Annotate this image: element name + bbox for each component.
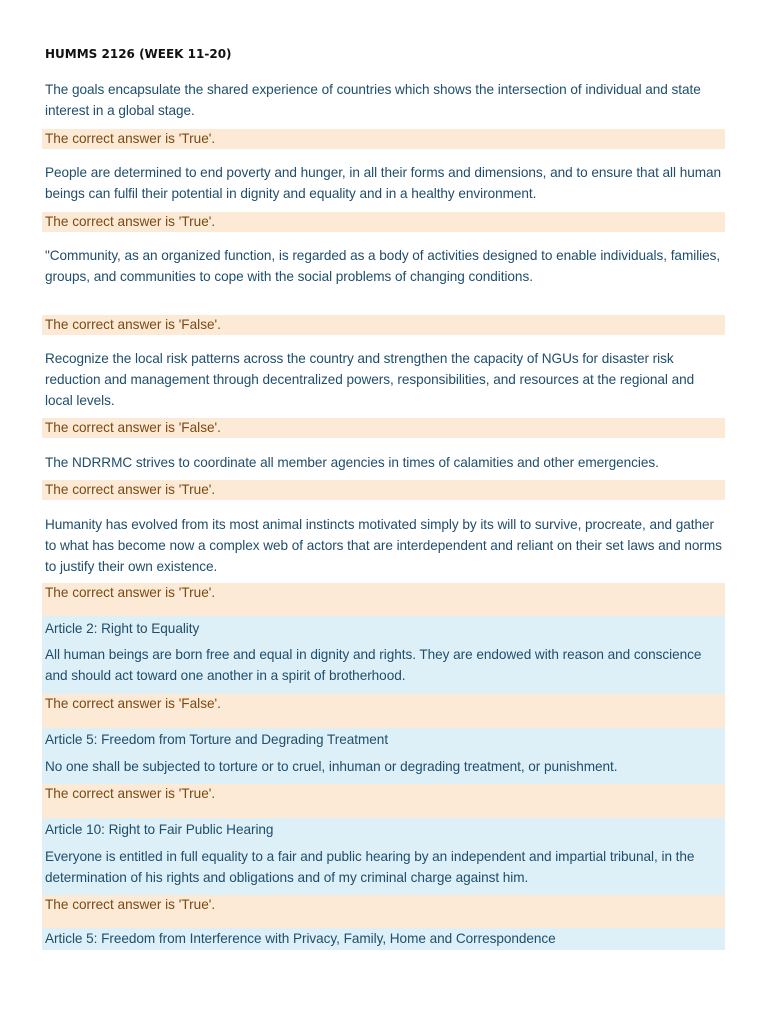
article-heading-1: Article 2: Right to Equality [42,616,725,644]
answer-text-7: The correct answer is 'False'. [42,694,725,728]
question-text-9: Everyone is entitled in full equality to a fair and public hearing by an independent and impartial tribunal, in the determination of his rights and obligations and of my criminal charge against him. [42,846,725,895]
answer-text-4: The correct answer is 'False'. [42,418,725,438]
question-text-4: Recognize the local risk patterns across the country and strengthen the capacity of NGUs for disaster risk reduction and management through decentralized powers, responsibilities, and resources at the regional and local levels. [45,351,695,408]
question-text-2: People are determined to end poverty and hunger, in all their forms and dimensions, and to ensure that all human beings can fulfil their potential in dignity and equality and in a healthy environment. [45,165,722,201]
answer-text-1: The correct answer is 'True'. [42,129,725,149]
article-heading-4: Article 5: Freedom from Interference with Privacy, Family, Home and Correspondence [42,928,725,950]
question-text-7: All human beings are born free and equal in dignity and rights. They are endowed with reason and conscience and should act toward one another in a spirit of brotherhood. [42,644,725,694]
answer-text-6: The correct answer is 'True'. [42,583,725,616]
answer-text-5: The correct answer is 'True'. [42,480,725,500]
document-title: HUMMS 2126 (WEEK 11-20) [45,47,232,61]
answer-text-2: The correct answer is 'True'. [42,212,725,232]
article-heading-2: Article 5: Freedom from Torture and Degrading Treatment [42,728,725,756]
answer-text-8: The correct answer is 'True'. [42,784,725,818]
question-text-1: The goals encapsulate the shared experience of countries which shows the intersection of individual and state interest in a global stage. [45,82,701,118]
answer-text-3: The correct answer is 'False'. [42,315,725,335]
question-text-6: Humanity has evolved from its most animal instincts motivated simply by its will to survive, procreate, and gather to what has become now a complex web of actors that are interdependent and reliant on their set laws and norms to justify their own existence. [45,517,722,574]
question-text-5: The NDRRMC strives to coordinate all member agencies in times of calamities and other emergencies. [45,455,659,470]
question-text-8: No one shall be subjected to torture or to cruel, inhuman or degrading treatment, or punishment. [42,756,725,784]
article-heading-3: Article 10: Right to Fair Public Hearing [42,818,725,846]
question-text-3: "Community, as an organized function, is regarded as a body of activities designed to enable individuals, families, groups, and communities to cope with the social problems of changing conditions. [45,248,721,284]
answer-text-9: The correct answer is 'True'. [42,895,725,928]
